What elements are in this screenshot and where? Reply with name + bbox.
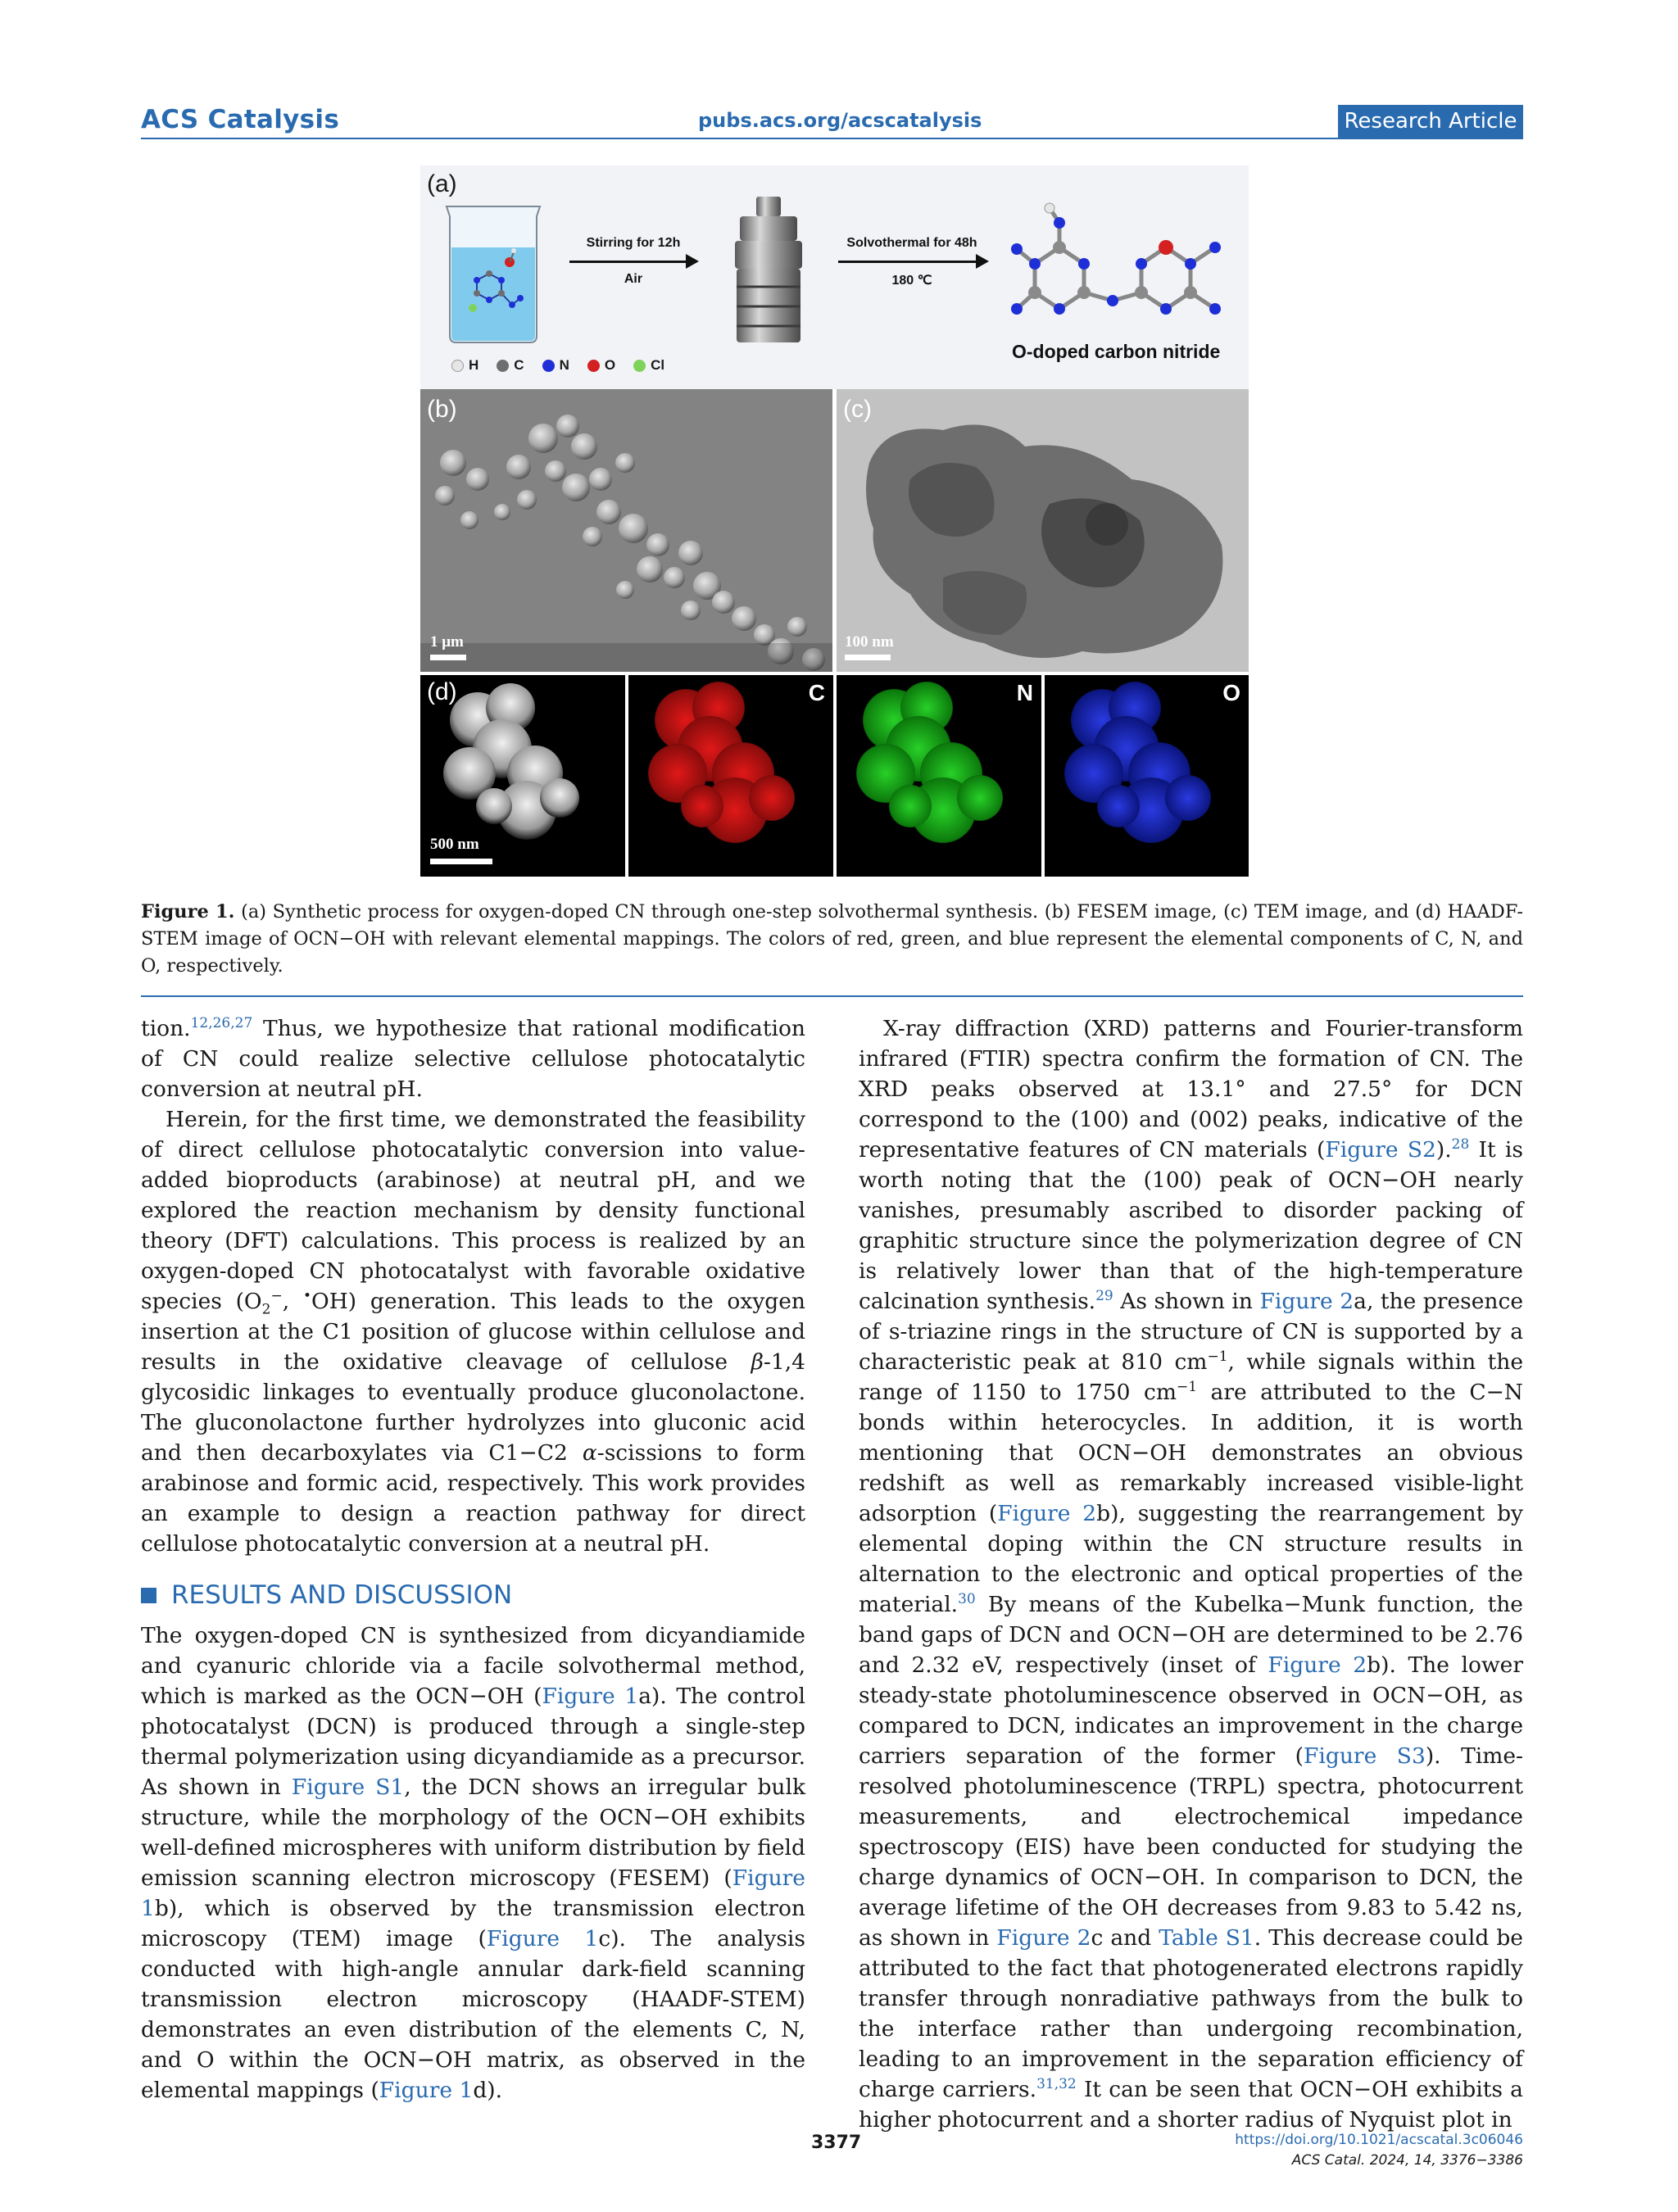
figure-link[interactable]: Figure S2 — [1325, 1137, 1436, 1163]
legend-item — [542, 357, 569, 374]
paragraph: tion.$^{12,26,27}$ Thus, we hypothesize that rational modification of CN could realize selective cellulose photocatalytic conversion at neutral pH. — [141, 1015, 805, 1102]
figure-link[interactable]: Figure 1 — [486, 1926, 599, 1951]
page-number: 3377 — [811, 2133, 862, 2153]
figure-link[interactable]: Figure 1 — [542, 1684, 639, 1709]
product-label: O-doped carbon nitride — [1012, 341, 1221, 362]
legend-item — [451, 357, 478, 374]
running-header — [141, 105, 1523, 138]
doi-link[interactable]: https://doi.org/10.1021/acscatal.3c06046 — [1235, 2132, 1523, 2148]
panel-b-fesem-image — [420, 389, 832, 672]
panel-d-scale-bar — [430, 859, 492, 864]
legend-item — [587, 357, 615, 374]
figure-link[interactable]: Figure 2 — [996, 1925, 1091, 1951]
legend-item — [633, 357, 664, 374]
legend-label: H — [469, 357, 479, 373]
reference-link[interactable]: 12,26,27 — [190, 1015, 253, 1032]
header-rule — [141, 138, 1523, 139]
figure-link[interactable]: Figure 2 — [1259, 1289, 1354, 1314]
panel-d-scale-label: 500 nm — [430, 836, 479, 853]
legend-label: C — [514, 357, 524, 373]
journal-name[interactable]: ACS Catalysis — [141, 105, 340, 134]
map-label-c: C — [808, 680, 825, 705]
journal-url[interactable]: pubs.acs.org/acscatalysis — [698, 109, 982, 132]
step1-atmosphere: Air — [624, 272, 643, 286]
section-title: RESULTS AND DISCUSSION — [171, 1580, 513, 1610]
tem-micrograph — [837, 389, 1249, 672]
panel-b-label: (b) — [427, 396, 457, 423]
figure-1 — [420, 165, 1249, 877]
step1-arrow-head — [686, 254, 699, 269]
article-type-badge: Research Article — [1338, 105, 1523, 138]
caption-rule — [141, 995, 1523, 997]
panel-d-nitrogen-map — [837, 675, 1041, 877]
panel-c-scale-bar — [845, 655, 891, 660]
caption-text: (a) Synthetic process for oxygen-doped CN through one-step solvothermal synthesis. (b) FESEM image, (c) TEM image, and (d) HAADF-STEM image of OCN−OH with relevant elemental mappings. The colors of red, green, and blue represent the elemental components of C, N, and O, respectively. — [141, 901, 1524, 977]
right-column — [859, 1013, 1523, 2135]
legend-swatch — [451, 360, 464, 372]
panel-d-haadf-image — [420, 675, 625, 877]
panel-b-scale-label: 1 μm — [430, 633, 464, 650]
figure-link[interactable]: Figure S1 — [291, 1775, 405, 1800]
step1-arrow — [569, 261, 687, 263]
legend-swatch — [497, 360, 509, 372]
caption-lead: Figure 1. — [141, 901, 235, 922]
panel-d-label: (d) — [427, 678, 457, 705]
figure-link[interactable]: Figure 2 — [997, 1501, 1097, 1526]
panel-c-scale-label: 100 nm — [845, 633, 894, 650]
figure-link[interactable]: Figure 1 — [379, 2078, 474, 2103]
nitrogen-map-image — [837, 675, 1041, 877]
legend-swatch — [587, 360, 600, 372]
carbon-map-image — [628, 675, 833, 877]
step1-condition: Stirring for 12h — [586, 236, 681, 250]
panel-a-synthesis-scheme — [420, 165, 1249, 389]
panel-a-label: (a) — [427, 170, 457, 197]
legend-label: N — [559, 357, 569, 373]
panel-c-tem-image — [837, 389, 1249, 672]
reference-link[interactable]: 30 — [958, 1591, 976, 1608]
step2-condition: Solvothermal for 48h — [846, 236, 977, 250]
step2-arrow — [838, 261, 977, 263]
left-column — [141, 1013, 805, 2105]
figure-link[interactable]: Figure S3 — [1304, 1743, 1426, 1769]
map-label-o: O — [1222, 680, 1240, 705]
oxygen-map-image — [1045, 675, 1249, 877]
panel-c-label: (c) — [843, 396, 872, 423]
legend-swatch — [542, 360, 555, 372]
section-square-icon — [141, 1588, 156, 1603]
paragraph: Herein, for the first time, we demonstrated the feasibility of direct cellulose photocatalytic conversion into value-added bioproducts (arabinose) at neutral pH, and we explored the reaction mechanism by density functional theory (DFT) calculations. This process is realized by an oxygen-doped CN photocatalyst with favorable oxidative species ($O_2^-$, •OH) generation. This leads to the oxygen insertion at the C1 position of glucose within cellulose and results in the oxidative cleavage of cellulose β-1,4 glycosidic linkages to eventually produce gluconolactone. The gluconolactone further hydrolyzes into gluconic acid and then decarboxylates via C1−C2 α-scissions to form arabinose and formic acid, respectively. This work provides an example to design a reaction pathway for direct cellulose photocatalytic conversion at a neutral pH. — [141, 1107, 805, 1557]
step2-arrow-head — [976, 254, 989, 269]
reference-link[interactable]: 28 — [1451, 1136, 1470, 1154]
table-link[interactable]: Table S1 — [1159, 1925, 1254, 1951]
legend-item — [497, 357, 524, 374]
legend-label: Cl — [651, 357, 665, 373]
figure-caption — [141, 899, 1523, 980]
paragraph: X-ray diffraction (XRD) patterns and Fourier-transform infrared (FTIR) spectra confirm the formation of CN. The XRD peaks observed at 13.1° and 27.5° for DCN correspond to the (100) and (002) peaks, indicative of the representative features of CN materials (Figure S2).$^{28}$ It is worth noting that the (100) peak of OCN−OH nearly vanishes, presumably ascribed to disorder packing of graphitic structure since the polymerization degree of CN is relatively lower than that of the high-temperature calcination synthesis.$^{29}$ As shown in Figure 2a, the presence of s-triazine rings in the structure of CN is supported by a characteristic peak at 810 $cm^{-1}$, while signals within the range of 1150 to 1750 $cm^{-1}$ are attributed to the C−N bonds within heterocycles. In addition, it is worth mentioning that OCN−OH demonstrates an obvious redshift as well as remarkably increased visible-light adsorption (Figure 2b), suggesting the rearrangement by elemental doping within the CN structure results in alternation to the electronic and optical properties of the material.$^{30}$ By means of the Kubelka−Munk function, the band gaps of DCN and OCN−OH are determined to be 2.76 and 2.32 eV, respectively (inset of Figure 2b). The lower steady-state photoluminescence observed in OCN−OH, as compared to DCN, indicates an improvement in the charge carriers separation of the former (Figure S3). Time-resolved photoluminescence (TRPL) spectra, photocurrent measurements, and electrochemical impedance spectroscopy (EIS) have been conducted for studying the charge dynamics of OCN−OH. In comparison to DCN, the average lifetime of the OH decreases from 9.83 to 5.42 ns, as shown in Figure 2c and Table S1. This decrease could be attributed to the fact that photogenerated electrons rapidly transfer through nonradiative pathways from the bulk to the interface rather than undergoing recombination, leading to an improvement in the separation efficiency of charge carriers.$^{31,32}$ It can be seen that OCN−OH exhibits a higher photocurrent and a shorter radius of Nyquist plot in — [859, 1016, 1524, 2133]
beaker-illustration — [432, 198, 555, 346]
reference-link[interactable]: 31,32 — [1036, 2076, 1077, 2093]
atom-legend — [451, 357, 664, 374]
panel-d-oxygen-map — [1045, 675, 1249, 877]
map-label-n: N — [1016, 680, 1033, 705]
figure-link[interactable]: Figure 2 — [1268, 1652, 1367, 1678]
carbon-nitride-structure — [1010, 198, 1231, 338]
section-heading — [141, 1580, 805, 1611]
figure-link[interactable]: Figure 1 — [141, 1865, 805, 1921]
autoclave-illustration — [723, 190, 814, 354]
reference-link[interactable]: 29 — [1095, 1288, 1113, 1305]
panel-d-carbon-map — [628, 675, 833, 877]
citation-line: ACS Catal. 2024, 14, 3376−3386 — [1291, 2152, 1523, 2169]
paragraph: The oxygen-doped CN is synthesized from dicyandiamide and cyanuric chloride via a facile solvothermal method, which is marked as the OCN−OH (Figure 1a). The control photocatalyst (DCN) is produced through a single-step thermal polymerization using dicyandiamide as a precursor. As shown in Figure S1, the DCN shows an irregular bulk structure, while the morphology of the OCN−OH exhibits well-defined microspheres with uniform distribution by field emission scanning electron microscopy (FESEM) (Figure 1b), which is observed by the transmission electron microscopy (TEM) image (Figure 1c). The analysis conducted with high-angle annular dark-field scanning transmission electron microscopy (HAADF-STEM) demonstrates an even distribution of the elements C, N, and O within the OCN−OH matrix, as observed in the elemental mappings (Figure 1d). — [141, 1623, 806, 2103]
panel-b-scale-bar — [430, 655, 466, 660]
fesem-micrograph — [420, 389, 832, 672]
legend-label: O — [604, 357, 616, 373]
step2-temperature: 180 ℃ — [891, 274, 932, 288]
legend-swatch — [633, 360, 646, 372]
